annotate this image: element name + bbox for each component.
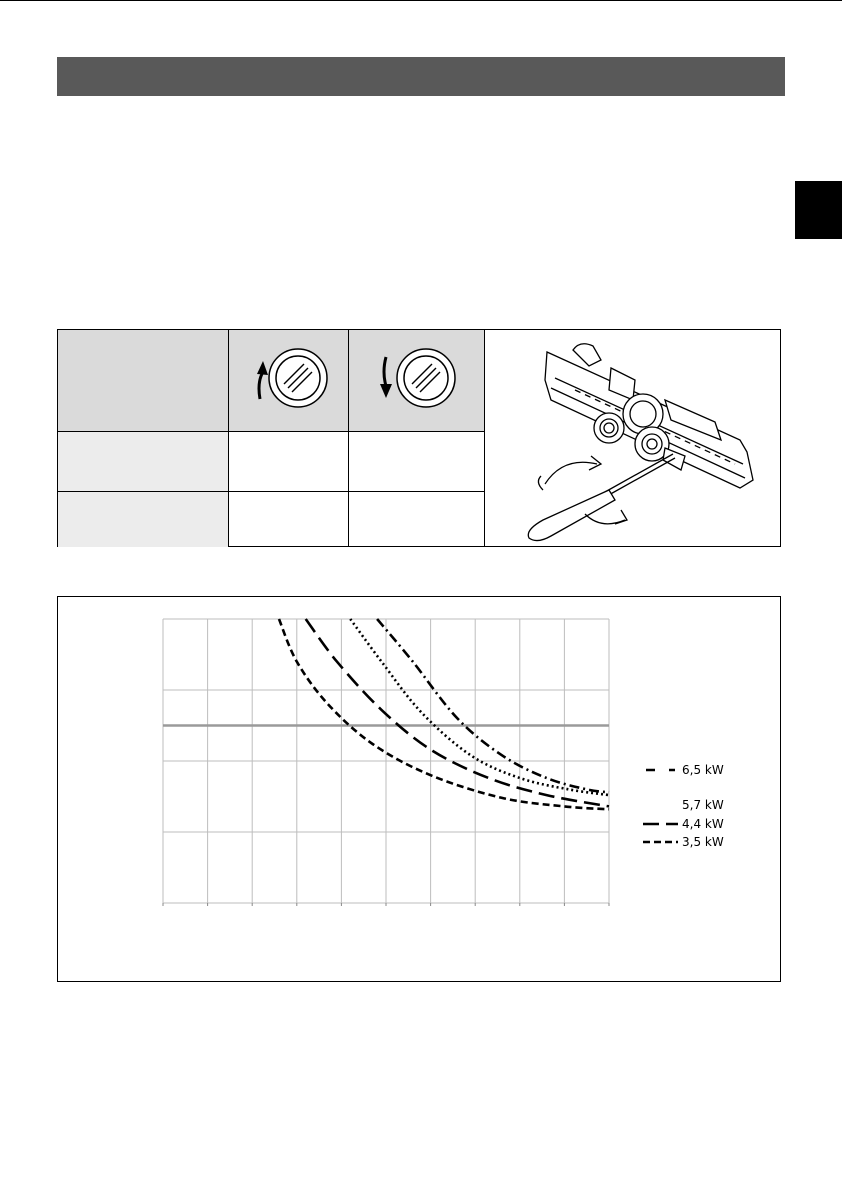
pump-curve-chart bbox=[58, 597, 780, 981]
legend-label-6-5-kw: 6,5 kW bbox=[682, 763, 724, 777]
table-divider bbox=[484, 330, 485, 546]
legend-label-5-7-kw: 5,7 kW bbox=[682, 798, 724, 812]
legend-label-4-4-kw: 4,4 kW bbox=[682, 817, 724, 831]
section-header-band bbox=[57, 57, 785, 96]
series-line-5-7-kw bbox=[350, 619, 609, 795]
row-2-label-cell bbox=[58, 492, 228, 547]
series-line-3-5-kw bbox=[279, 619, 609, 809]
valve-illustration-cell bbox=[485, 330, 781, 546]
table-header-label-cell bbox=[58, 330, 228, 431]
table-divider bbox=[58, 431, 484, 432]
rotate-ccw-adjust-icon bbox=[229, 330, 348, 431]
adjustment-table bbox=[57, 329, 781, 547]
top-rule bbox=[0, 0, 842, 1]
table-header-cw-cell bbox=[349, 330, 484, 431]
table-divider bbox=[348, 330, 349, 546]
table-header-ccw-cell bbox=[229, 330, 348, 431]
rotate-cw-adjust-icon bbox=[349, 330, 484, 431]
legend-label-3-5-kw: 3,5 kW bbox=[682, 835, 724, 849]
table-divider bbox=[228, 330, 229, 546]
series-line-4-4-kw bbox=[306, 619, 609, 806]
row-1-label-cell bbox=[58, 432, 228, 491]
side-language-tab bbox=[795, 181, 842, 239]
valve-screwdriver-illustration bbox=[485, 330, 781, 546]
table-divider bbox=[58, 491, 484, 492]
pump-curve-chart-box bbox=[57, 596, 781, 982]
